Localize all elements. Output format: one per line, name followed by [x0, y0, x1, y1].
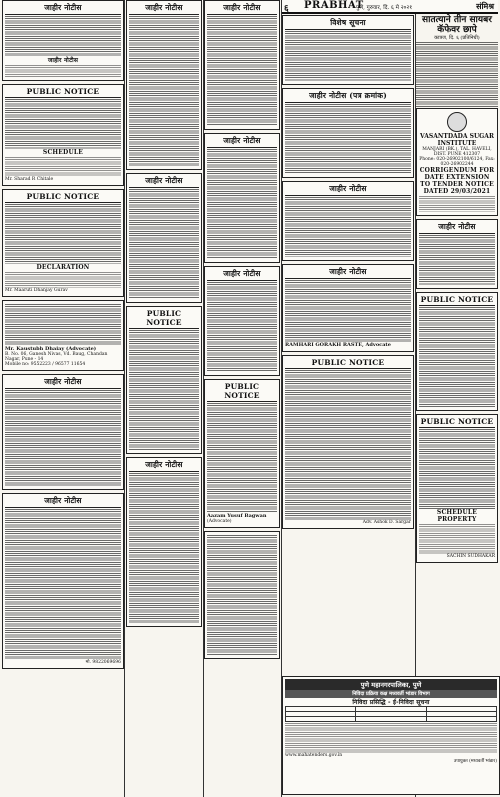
notice-body — [419, 524, 495, 554]
notice-heading: जाहीर नोटीस — [129, 460, 199, 472]
notice-jahir-c3-1 — [204, 0, 280, 130]
masthead — [282, 0, 498, 14]
notice-jahir-1 — [2, 0, 124, 81]
notice-body — [285, 370, 411, 520]
notice-body — [5, 16, 121, 56]
column-3 — [204, 0, 280, 662]
notice-heading: जाहीर नोटीस — [129, 3, 199, 15]
notice-heading: जाहीर नोटीस — [207, 3, 277, 15]
notice-body — [207, 403, 277, 513]
news-byline: कात्रज, दि. ६ (प्रतिनिधी) — [434, 35, 480, 41]
advocate-name: Adv. Ashok D. Sargar — [362, 520, 411, 525]
notice-heading: जाहीर नोटीस — [5, 377, 121, 389]
pmc-title: पुणे महानगरपालिका, पुणे — [285, 679, 497, 690]
vsi-logo-icon — [447, 112, 467, 132]
notice-public-c4 — [282, 355, 414, 529]
notice-body — [207, 149, 277, 259]
notice-body — [419, 307, 495, 407]
institute-phone: Phone: 020-26902100/6124, Fax: 020-26902244 — [419, 157, 495, 167]
notice-body — [207, 16, 277, 126]
notice-body — [5, 65, 121, 77]
corrigendum-heading: CORRIGENDUM FOR DATE EXTENSION TO TENDER NOTICE DATED 29/03/2021 — [419, 167, 495, 195]
notice-jahir-c5 — [416, 219, 498, 289]
notice-body — [129, 189, 199, 299]
notice-heading: जाहीर नोटीस (पत्र क्रमांक) — [285, 91, 411, 103]
notice-heading: जाहीर नोटीस — [285, 267, 411, 279]
notice-heading: PUBLIC NOTICE — [207, 382, 277, 402]
pmc-signatory: उपायुक्त (मध्यवर्ती भांडार) — [453, 759, 497, 764]
vsi-tender-notice — [416, 108, 498, 216]
advocate-name: Aazam Yusuf Bagwan — [207, 513, 267, 519]
notice-body — [207, 282, 277, 372]
column-5 — [416, 15, 498, 566]
column-1 — [2, 0, 124, 672]
notice-vishesh — [282, 15, 414, 85]
notice-jahir-c2-2 — [126, 173, 202, 303]
notice-public-2 — [2, 189, 124, 297]
contact-phone: मो. 9822069696 — [85, 660, 121, 665]
notice-jahir-4 — [2, 493, 124, 669]
advocate-role: (Advocate) — [207, 519, 232, 524]
notice-heading: जाहीर नोटीस — [419, 222, 495, 234]
notice-jahir-c4-3 — [282, 264, 414, 352]
notice-heading: जाहीर नोटीस — [129, 176, 199, 188]
notice-heading: PUBLIC NOTICE — [285, 358, 411, 369]
pmc-notice-heading: निविदा प्रसिद्धि - ई-निविदा सूचना — [352, 699, 430, 706]
notice-jahir-c2-1 — [126, 0, 202, 170]
notice-heading: PUBLIC NOTICE — [5, 192, 121, 203]
notice-heading: PUBLIC NOTICE — [420, 417, 494, 426]
institute-address: MANJARI (BK.), TAL. HAVELI, DIST. PUNE 412307 — [422, 147, 492, 157]
notice-body — [5, 157, 121, 177]
notice-body — [129, 16, 199, 166]
notice-jahir-c4-1 — [282, 88, 414, 178]
issue-date: पुणे, गुरुवार, दि. ६ मे २०२१ — [356, 5, 413, 11]
tender-table — [285, 706, 497, 722]
notice-body — [129, 473, 199, 623]
notice-heading: जाहीर नोटीस — [285, 184, 411, 196]
notice-body — [207, 535, 277, 655]
notice-jahir-c3-3 — [204, 266, 280, 376]
notice-heading: विशेष सूचना — [285, 18, 411, 30]
notice-body — [285, 197, 411, 257]
notice-jahir-3 — [2, 374, 124, 490]
notice-body — [5, 304, 121, 346]
column-divider — [124, 0, 125, 797]
schedule-heading: SCHEDULE — [42, 149, 84, 156]
notice-body — [285, 723, 497, 753]
notice-heading: PUBLIC NOTICE — [129, 309, 199, 329]
notice-jahir-c3-2 — [204, 133, 280, 263]
advocate-name: RAMHARI GORAKH RASTE, Advocate — [285, 342, 391, 348]
section-title: संमिश्र — [476, 1, 494, 11]
notice-heading: जाहीर नोटीस — [5, 3, 121, 15]
page-number: ६ — [284, 4, 289, 14]
pmc-subtitle: निविदा प्रक्रिया कक्ष मध्यवर्ती भांडार विभाग — [285, 690, 497, 698]
tender-website: www.mahatenders.gov.in — [285, 753, 343, 758]
news-headline: सातत्याने तीन सायबर कॅफेवर छापे — [422, 15, 492, 35]
advocate-name: Mr. Kaustubh Dhaiay (Advocate) — [5, 346, 97, 352]
news-body — [416, 42, 498, 108]
notice-public-1 — [2, 84, 124, 186]
pmc-tender-notice — [282, 676, 500, 795]
notice-body — [285, 280, 411, 342]
notice-public-c2 — [126, 306, 202, 454]
notice-body — [5, 509, 121, 659]
notice-body — [419, 235, 495, 285]
news-story — [416, 15, 498, 108]
column-4 — [282, 15, 414, 532]
notice-subheading: जाहीर नोटीस — [47, 57, 79, 64]
notice-public-c5-2 — [416, 414, 498, 563]
notice-jahir-c4-2 — [282, 181, 414, 261]
advocate-name: Mr. Maaruti Dhanjay Gurav — [5, 288, 68, 293]
newspaper-logo: PRABHAT — [304, 0, 364, 11]
declaration-heading: DECLARATION — [36, 264, 90, 271]
advocate-address: B. No. 06, Ganesh Nivas, Vd. Baug, Chandan Nagar, Pune - 14 — [5, 352, 108, 362]
column-2 — [126, 0, 202, 630]
notice-heading: जाहीर नोटीस — [207, 269, 277, 281]
advocate-phone: Mobile no: 9552223 / 96577 11654 — [5, 362, 86, 367]
notice-body — [5, 99, 121, 149]
notice-heading: जाहीर नोटीस — [207, 136, 277, 148]
notice-public-c3 — [204, 379, 280, 528]
notice-body — [419, 196, 495, 212]
notice-heading: जाहीर नोटीस — [5, 496, 121, 508]
notice-body — [419, 429, 495, 509]
notice-heading: PUBLIC NOTICE — [420, 295, 494, 304]
notice-advocate — [2, 300, 124, 371]
notice-public-c5-1 — [416, 292, 498, 411]
notice-body — [285, 31, 411, 81]
notice-body — [5, 272, 121, 288]
notice-body — [5, 390, 121, 486]
notice-body — [129, 330, 199, 450]
schedule-heading: SCHEDULE PROPERTY — [436, 509, 478, 523]
notice-body — [285, 104, 411, 174]
signatory-name: SACHIN SUDHAKAR — [446, 554, 495, 559]
institute-name: VASANTDADA SUGAR INSTITUTE — [420, 133, 494, 147]
notice-heading: PUBLIC NOTICE — [5, 87, 121, 98]
advocate-name: Mr. Sharad R Chitale — [5, 177, 54, 182]
notice-body — [5, 204, 121, 264]
notice-c3-bottom — [204, 531, 280, 659]
notice-jahir-c2-3 — [126, 457, 202, 627]
table-row — [286, 717, 497, 722]
